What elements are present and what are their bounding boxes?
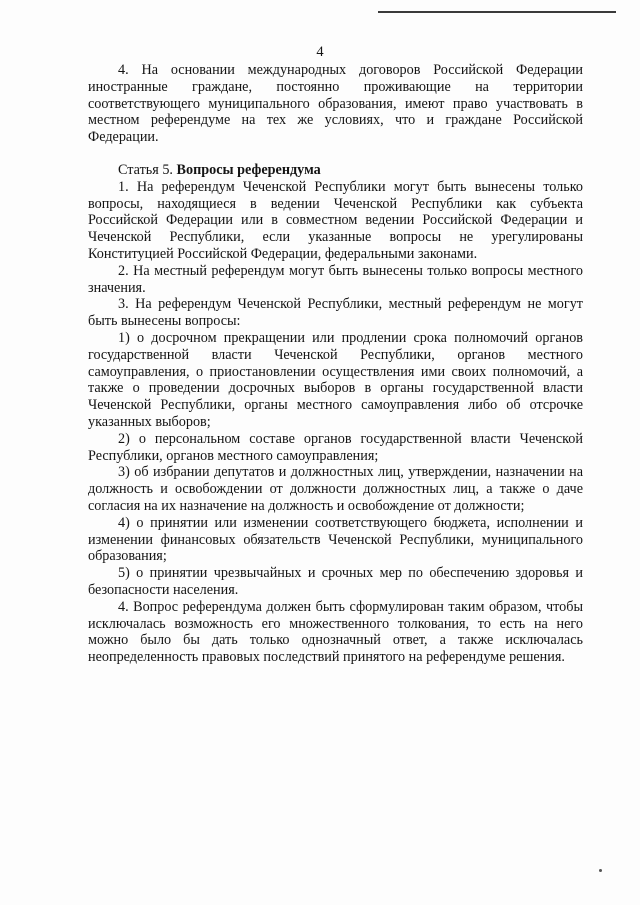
paragraph-item-3: 3. На референдум Чеченской Республики, местный референдум не могут быть вынесены вопросы: <box>88 296 583 330</box>
top-rule-line <box>378 11 616 13</box>
subitem-4: 4) о принятии или изменении соответствующего бюджета, исполнении и изменении финансовых обязательств Чеченской Республики, муниципального образования; <box>88 514 583 565</box>
subitem-2: 2) о персональном составе органов государственной власти Чеченской Республики, органов местного самоуправления; <box>88 430 583 464</box>
subitem-1: 1) о досрочном прекращении или продлении срока полномочий органов государственной власти Чеченской Республики, органов местного самоуправления, о приостановлении осуществления ими своих полномочий, а также о проведении досрочных выборов в органы государственной власти Чеченской Республики, органы местного самоуправления либо об отсрочке указанных выборов; <box>88 329 583 430</box>
paragraph-foreign-citizens: 4. На основании международных договоров Российской Федерации иностранные граждане, постоянно проживающие на территории соответствующего муниципального образования, имеют право участвовать в местном референдуме на тех же условиях, что и граждане Российской Федерации. <box>88 62 583 146</box>
article-heading-title: Вопросы референдума <box>176 161 321 178</box>
paragraph-item-4: 4. Вопрос референдума должен быть сформулирован таким образом, чтобы исключалась возможность его множественного толкования, то есть на него можно было бы дать только однозначный ответ, а также исключалась неопределенность правовых последствий принятого на референдуме решения. <box>88 598 583 666</box>
article-heading-prefix: Статья 5. <box>118 161 177 178</box>
paragraph-item-1: 1. На референдум Чеченской Республики могут быть вынесены только вопросы, находящиеся в ведении Чеченской Республики как субъекта Российской Федерации или в совместном ведении Российской Федерации и Чеченской Республики, если указанные вопросы не урегулированы Конституцией Российской Федерации, федеральными законами. <box>88 178 583 262</box>
paragraph-item-2: 2. На местный референдум могут быть вынесены только вопросы местного значения. <box>88 262 583 296</box>
scan-dot-mark <box>599 869 602 872</box>
subitem-5: 5) о принятии чрезвычайных и срочных мер по обеспечению здоровья и безопасности населения. <box>88 565 583 598</box>
page-number: 4 <box>316 44 324 60</box>
subitem-3: 3) об избрании депутатов и должностных лиц, утверждении, назначении на должность и освобождении от должности должностных лиц, а также о даче согласия на их назначение на должность и освобождение от должности; <box>88 464 583 514</box>
document-body <box>88 62 583 666</box>
article-heading <box>88 162 583 179</box>
